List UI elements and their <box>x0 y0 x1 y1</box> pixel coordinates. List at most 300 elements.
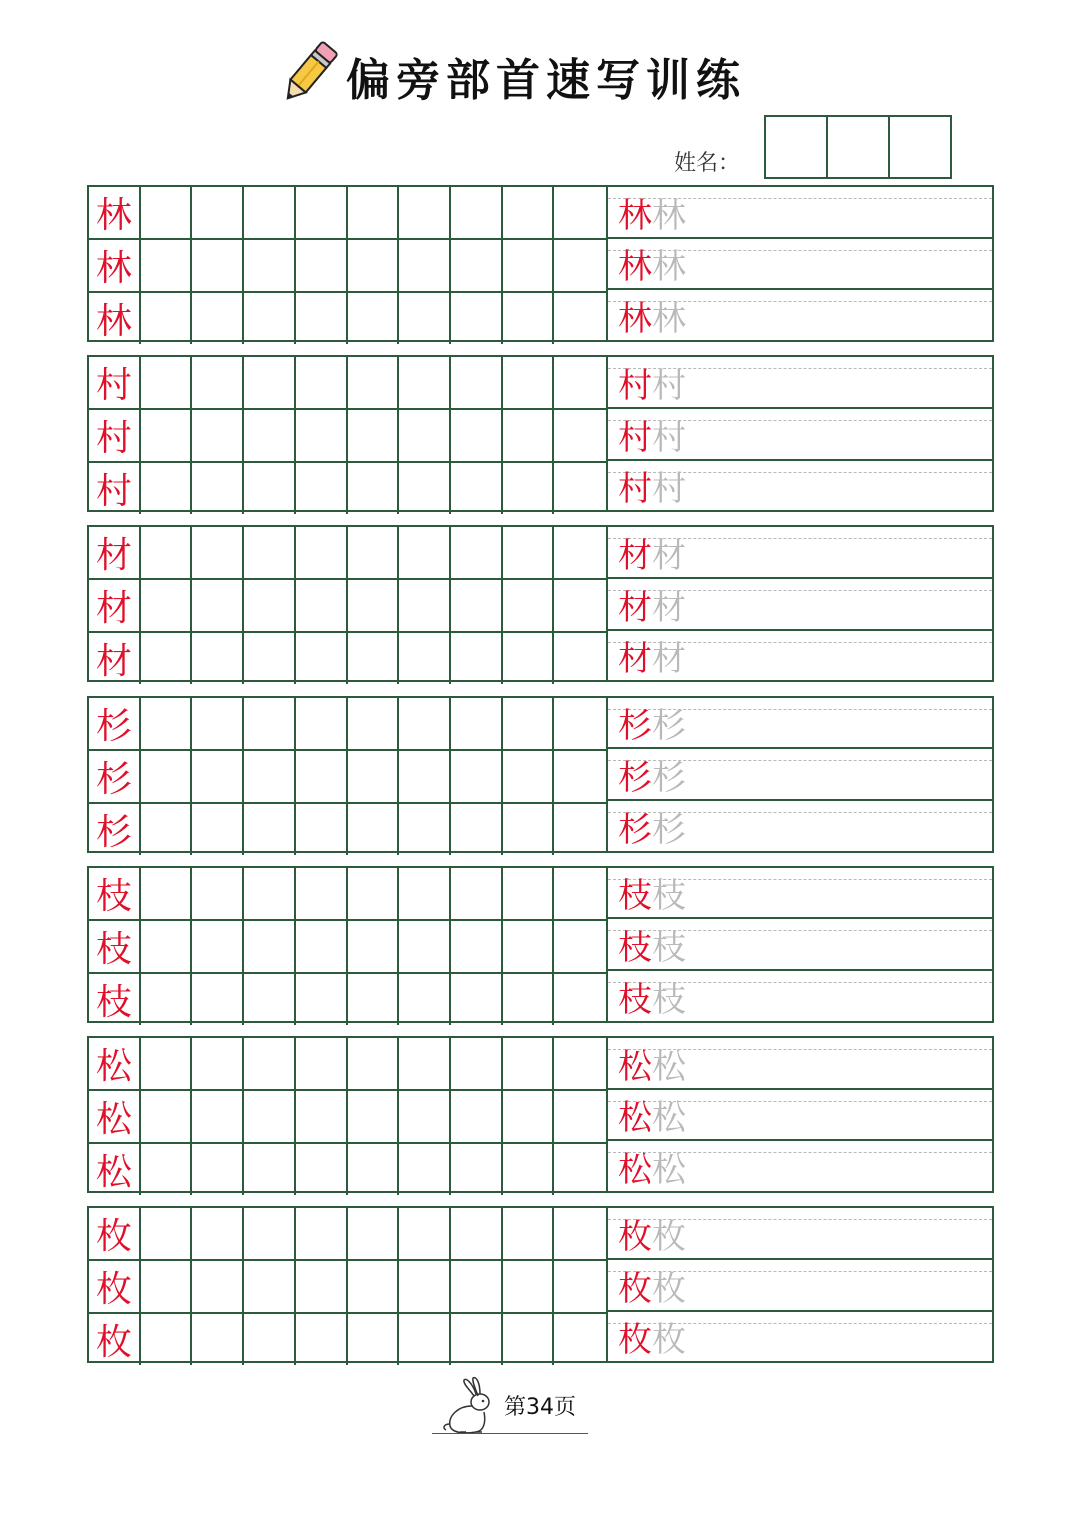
writing-cell[interactable] <box>451 580 503 633</box>
writing-cell[interactable] <box>348 804 400 855</box>
writing-cell[interactable] <box>554 698 606 751</box>
writing-cell[interactable] <box>451 410 503 463</box>
trace-character: 枝 <box>652 979 686 1020</box>
writing-cell[interactable] <box>348 751 400 804</box>
tracing-line[interactable] <box>608 357 992 409</box>
writing-cell[interactable] <box>451 1208 503 1261</box>
example-character: 林 <box>618 195 652 236</box>
example-character: 枝 <box>618 979 652 1020</box>
name-box[interactable] <box>766 117 828 177</box>
writing-cell[interactable] <box>244 527 296 580</box>
writing-cell[interactable] <box>554 1091 606 1144</box>
writing-cell[interactable] <box>503 698 555 751</box>
example-character: 村 <box>618 365 652 406</box>
writing-cell[interactable] <box>554 187 606 240</box>
writing-cell[interactable] <box>348 633 400 684</box>
writing-cell[interactable] <box>348 187 400 240</box>
writing-cell[interactable] <box>192 240 244 293</box>
writing-cell[interactable] <box>451 1091 503 1144</box>
writing-cell[interactable] <box>244 187 296 240</box>
writing-cell[interactable] <box>348 1038 400 1091</box>
writing-cell[interactable] <box>244 1208 296 1261</box>
writing-cell[interactable] <box>348 463 400 514</box>
practice-group <box>87 525 994 682</box>
writing-cell[interactable] <box>141 293 193 344</box>
writing-cell[interactable] <box>554 240 606 293</box>
writing-cell[interactable] <box>141 463 193 514</box>
writing-cell[interactable] <box>554 868 606 921</box>
writing-cell[interactable] <box>244 974 296 1025</box>
writing-cell[interactable] <box>451 868 503 921</box>
tracing-line[interactable] <box>608 1312 992 1362</box>
writing-cell[interactable] <box>451 1144 503 1195</box>
writing-cell[interactable] <box>192 1261 244 1314</box>
footer-divider <box>432 1433 588 1434</box>
writing-grid <box>89 1208 608 1364</box>
writing-grid <box>89 357 608 513</box>
writing-cell[interactable] <box>503 804 555 855</box>
trace-character: 枝 <box>652 928 686 969</box>
trace-character: 枚 <box>652 1320 686 1361</box>
writing-cell[interactable] <box>296 633 348 684</box>
writing-cell[interactable] <box>296 751 348 804</box>
writing-cell[interactable] <box>244 357 296 410</box>
model-character: 林 <box>89 293 141 344</box>
model-character: 枝 <box>89 974 141 1025</box>
practice-group <box>87 1206 994 1363</box>
writing-cell[interactable] <box>192 1038 244 1091</box>
footer <box>0 1376 1080 1446</box>
trace-character: 杉 <box>652 757 686 798</box>
trace-character: 村 <box>652 469 686 510</box>
practice-group <box>87 696 994 853</box>
writing-cell[interactable] <box>451 633 503 684</box>
writing-cell[interactable] <box>451 698 503 751</box>
tracing-lines <box>608 698 992 851</box>
writing-cell[interactable] <box>348 1091 400 1144</box>
writing-cell[interactable] <box>399 187 451 240</box>
writing-cell[interactable] <box>503 1208 555 1261</box>
practice-group <box>87 355 994 512</box>
tracing-line[interactable] <box>608 868 992 920</box>
writing-cell[interactable] <box>399 410 451 463</box>
example-character: 枚 <box>618 1268 652 1309</box>
writing-cell[interactable] <box>192 463 244 514</box>
writing-cell[interactable] <box>244 804 296 855</box>
tracing-line[interactable] <box>608 801 992 851</box>
writing-cell[interactable] <box>348 1144 400 1195</box>
writing-cell[interactable] <box>244 921 296 974</box>
writing-cell[interactable] <box>141 240 193 293</box>
writing-cell[interactable] <box>503 1261 555 1314</box>
tracing-lines <box>608 527 992 680</box>
writing-cell[interactable] <box>244 293 296 344</box>
writing-cell[interactable] <box>451 974 503 1025</box>
model-character: 松 <box>89 1038 141 1091</box>
tracing-lines <box>608 357 992 510</box>
tracing-lines <box>608 1208 992 1361</box>
name-box[interactable] <box>890 117 950 177</box>
tracing-line[interactable] <box>608 1141 992 1191</box>
writing-cell[interactable] <box>503 1144 555 1195</box>
writing-cell[interactable] <box>503 410 555 463</box>
writing-cell[interactable] <box>348 974 400 1025</box>
writing-cell[interactable] <box>141 1314 193 1365</box>
writing-cell[interactable] <box>192 804 244 855</box>
writing-cell[interactable] <box>192 1208 244 1261</box>
writing-cell[interactable] <box>244 1261 296 1314</box>
tracing-line[interactable] <box>608 1090 992 1142</box>
writing-cell[interactable] <box>503 357 555 410</box>
model-character: 枝 <box>89 868 141 921</box>
writing-cell[interactable] <box>451 751 503 804</box>
writing-cell[interactable] <box>296 974 348 1025</box>
writing-cell[interactable] <box>451 357 503 410</box>
model-character: 材 <box>89 633 141 684</box>
example-character: 枝 <box>618 928 652 969</box>
writing-cell[interactable] <box>296 1208 348 1261</box>
page-number: 第34页 <box>504 1395 576 1420</box>
tracing-line[interactable] <box>608 971 992 1021</box>
writing-cell[interactable] <box>399 1314 451 1365</box>
tracing-line[interactable] <box>608 290 992 340</box>
model-character: 枚 <box>89 1261 141 1314</box>
name-input-boxes[interactable] <box>764 115 952 179</box>
writing-cell[interactable] <box>192 527 244 580</box>
writing-cell[interactable] <box>192 974 244 1025</box>
trace-character: 枚 <box>652 1216 686 1257</box>
writing-cell[interactable] <box>554 463 606 514</box>
rabbit-icon <box>436 1376 500 1436</box>
writing-cell[interactable] <box>451 463 503 514</box>
writing-cell[interactable] <box>192 1144 244 1195</box>
writing-cell[interactable] <box>348 580 400 633</box>
example-character: 林 <box>618 247 652 288</box>
writing-cell[interactable] <box>296 187 348 240</box>
writing-cell[interactable] <box>399 633 451 684</box>
example-character: 杉 <box>618 757 652 798</box>
writing-cell[interactable] <box>399 804 451 855</box>
tracing-lines <box>608 187 992 340</box>
writing-grid <box>89 868 608 1021</box>
writing-cell[interactable] <box>348 410 400 463</box>
writing-cell[interactable] <box>503 1038 555 1091</box>
writing-cell[interactable] <box>244 463 296 514</box>
trace-character: 杉 <box>652 809 686 850</box>
writing-cell[interactable] <box>348 240 400 293</box>
model-character: 杉 <box>89 751 141 804</box>
writing-cell[interactable] <box>503 240 555 293</box>
model-character: 松 <box>89 1144 141 1195</box>
writing-cell[interactable] <box>192 357 244 410</box>
writing-cell[interactable] <box>451 527 503 580</box>
writing-cell[interactable] <box>399 527 451 580</box>
writing-cell[interactable] <box>451 240 503 293</box>
tracing-line[interactable] <box>608 239 992 291</box>
model-character: 松 <box>89 1091 141 1144</box>
tracing-line[interactable] <box>608 461 992 511</box>
trace-character: 松 <box>652 1046 686 1087</box>
writing-grid <box>89 698 608 851</box>
model-character: 枝 <box>89 921 141 974</box>
writing-grid <box>89 1038 608 1191</box>
example-character: 枚 <box>618 1216 652 1257</box>
writing-cell[interactable] <box>296 357 348 410</box>
writing-cell[interactable] <box>348 921 400 974</box>
writing-cell[interactable] <box>554 1144 606 1195</box>
writing-cell[interactable] <box>296 293 348 344</box>
trace-character: 林 <box>652 247 686 288</box>
tracing-line[interactable] <box>608 579 992 631</box>
writing-cell[interactable] <box>503 1091 555 1144</box>
writing-cell[interactable] <box>399 751 451 804</box>
tracing-line[interactable] <box>608 749 992 801</box>
example-character: 村 <box>618 469 652 510</box>
writing-cell[interactable] <box>244 1144 296 1195</box>
writing-cell[interactable] <box>244 580 296 633</box>
writing-cell[interactable] <box>141 633 193 684</box>
tracing-line[interactable] <box>608 919 992 971</box>
writing-cell[interactable] <box>451 1038 503 1091</box>
writing-cell[interactable] <box>399 698 451 751</box>
writing-cell[interactable] <box>192 410 244 463</box>
writing-cell[interactable] <box>554 1208 606 1261</box>
writing-cell[interactable] <box>244 633 296 684</box>
writing-cell[interactable] <box>554 633 606 684</box>
writing-cell[interactable] <box>503 633 555 684</box>
trace-character: 村 <box>652 365 686 406</box>
writing-cell[interactable] <box>141 580 193 633</box>
writing-cell[interactable] <box>244 751 296 804</box>
writing-cell[interactable] <box>192 293 244 344</box>
example-character: 村 <box>618 417 652 458</box>
writing-cell[interactable] <box>503 463 555 514</box>
writing-cell[interactable] <box>554 974 606 1025</box>
writing-cell[interactable] <box>192 1091 244 1144</box>
writing-cell[interactable] <box>192 698 244 751</box>
tracing-line[interactable] <box>608 409 992 461</box>
writing-cell[interactable] <box>244 240 296 293</box>
model-character: 林 <box>89 187 141 240</box>
practice-group <box>87 866 994 1023</box>
writing-cell[interactable] <box>192 187 244 240</box>
writing-cell[interactable] <box>244 698 296 751</box>
writing-cell[interactable] <box>554 921 606 974</box>
writing-cell[interactable] <box>244 1038 296 1091</box>
writing-cell[interactable] <box>399 1261 451 1314</box>
example-character: 杉 <box>618 809 652 850</box>
writing-cell[interactable] <box>296 921 348 974</box>
writing-cell[interactable] <box>399 580 451 633</box>
tracing-line[interactable] <box>608 1260 992 1312</box>
writing-cell[interactable] <box>296 698 348 751</box>
writing-cell[interactable] <box>503 868 555 921</box>
writing-cell[interactable] <box>399 1208 451 1261</box>
trace-character: 杉 <box>652 706 686 747</box>
writing-cell[interactable] <box>141 1144 193 1195</box>
writing-cell[interactable] <box>141 1208 193 1261</box>
writing-cell[interactable] <box>141 410 193 463</box>
model-character: 村 <box>89 463 141 514</box>
writing-cell[interactable] <box>399 240 451 293</box>
tracing-line[interactable] <box>608 527 992 579</box>
writing-cell[interactable] <box>192 633 244 684</box>
writing-cell[interactable] <box>348 1314 400 1365</box>
trace-character: 枝 <box>652 876 686 917</box>
writing-cell[interactable] <box>141 527 193 580</box>
writing-cell[interactable] <box>348 698 400 751</box>
writing-cell[interactable] <box>503 293 555 344</box>
writing-grid <box>89 527 608 683</box>
writing-cell[interactable] <box>348 527 400 580</box>
writing-cell[interactable] <box>503 921 555 974</box>
name-box[interactable] <box>828 117 890 177</box>
writing-cell[interactable] <box>503 751 555 804</box>
writing-cell[interactable] <box>141 974 193 1025</box>
model-character: 林 <box>89 240 141 293</box>
writing-cell[interactable] <box>296 240 348 293</box>
trace-character: 材 <box>652 587 686 628</box>
writing-cell[interactable] <box>296 868 348 921</box>
writing-cell[interactable] <box>192 868 244 921</box>
model-character: 杉 <box>89 698 141 751</box>
example-character: 枚 <box>618 1320 652 1361</box>
example-character: 材 <box>618 587 652 628</box>
tracing-line[interactable] <box>608 1208 992 1260</box>
writing-cell[interactable] <box>399 293 451 344</box>
writing-cell[interactable] <box>244 410 296 463</box>
example-character: 松 <box>618 1150 652 1191</box>
writing-cell[interactable] <box>141 868 193 921</box>
writing-cell[interactable] <box>348 357 400 410</box>
writing-cell[interactable] <box>296 410 348 463</box>
writing-cell[interactable] <box>554 410 606 463</box>
pencil-icon <box>278 38 340 108</box>
trace-character: 林 <box>652 299 686 340</box>
trace-character: 材 <box>652 639 686 680</box>
trace-character: 林 <box>652 195 686 236</box>
writing-cell[interactable] <box>296 1261 348 1314</box>
writing-cell[interactable] <box>554 804 606 855</box>
writing-cell[interactable] <box>399 1038 451 1091</box>
writing-cell[interactable] <box>192 751 244 804</box>
writing-cell[interactable] <box>141 751 193 804</box>
writing-cell[interactable] <box>141 1261 193 1314</box>
writing-cell[interactable] <box>554 1261 606 1314</box>
writing-cell[interactable] <box>348 293 400 344</box>
writing-cell[interactable] <box>399 974 451 1025</box>
practice-group <box>87 185 994 342</box>
model-character: 村 <box>89 357 141 410</box>
writing-cell[interactable] <box>296 1314 348 1365</box>
writing-cell[interactable] <box>244 868 296 921</box>
example-character: 松 <box>618 1046 652 1087</box>
example-character: 材 <box>618 536 652 577</box>
writing-cell[interactable] <box>141 698 193 751</box>
writing-cell[interactable] <box>244 1314 296 1365</box>
tracing-lines <box>608 1038 992 1191</box>
writing-cell[interactable] <box>244 1091 296 1144</box>
tracing-line[interactable] <box>608 698 992 750</box>
writing-cell[interactable] <box>451 187 503 240</box>
writing-cell[interactable] <box>296 580 348 633</box>
writing-cell[interactable] <box>503 187 555 240</box>
writing-cell[interactable] <box>296 1038 348 1091</box>
writing-cell[interactable] <box>192 921 244 974</box>
writing-cell[interactable] <box>296 804 348 855</box>
model-character: 杉 <box>89 804 141 855</box>
tracing-lines <box>608 868 992 1021</box>
writing-cell[interactable] <box>141 921 193 974</box>
example-character: 材 <box>618 639 652 680</box>
model-character: 村 <box>89 410 141 463</box>
trace-character: 枚 <box>652 1268 686 1309</box>
writing-cell[interactable] <box>296 1091 348 1144</box>
writing-cell[interactable] <box>399 921 451 974</box>
example-character: 枝 <box>618 876 652 917</box>
writing-cell[interactable] <box>296 1144 348 1195</box>
writing-cell[interactable] <box>554 1038 606 1091</box>
writing-cell[interactable] <box>503 974 555 1025</box>
writing-cell[interactable] <box>348 868 400 921</box>
writing-cell[interactable] <box>399 463 451 514</box>
writing-cell[interactable] <box>503 527 555 580</box>
model-character: 枚 <box>89 1208 141 1261</box>
writing-cell[interactable] <box>141 1091 193 1144</box>
writing-cell[interactable] <box>399 1091 451 1144</box>
page-title: 偏旁部首速写训练 <box>346 55 746 106</box>
model-character: 材 <box>89 580 141 633</box>
writing-cell[interactable] <box>296 527 348 580</box>
writing-cell[interactable] <box>296 463 348 514</box>
writing-cell[interactable] <box>141 357 193 410</box>
writing-cell[interactable] <box>348 1261 400 1314</box>
writing-cell[interactable] <box>348 1208 400 1261</box>
writing-cell[interactable] <box>554 751 606 804</box>
writing-cell[interactable] <box>399 868 451 921</box>
writing-cell[interactable] <box>451 921 503 974</box>
trace-character: 材 <box>652 536 686 577</box>
writing-cell[interactable] <box>554 293 606 344</box>
model-character: 枚 <box>89 1314 141 1365</box>
header <box>0 30 1080 120</box>
writing-cell[interactable] <box>503 1314 555 1365</box>
tracing-line[interactable] <box>608 631 992 681</box>
writing-cell[interactable] <box>399 1144 451 1195</box>
writing-cell[interactable] <box>503 580 555 633</box>
writing-cell[interactable] <box>554 580 606 633</box>
writing-cell[interactable] <box>141 187 193 240</box>
trace-character: 村 <box>652 417 686 458</box>
writing-cell[interactable] <box>141 1038 193 1091</box>
writing-cell[interactable] <box>451 293 503 344</box>
writing-cell[interactable] <box>554 1314 606 1365</box>
writing-grid <box>89 187 608 340</box>
writing-cell[interactable] <box>192 580 244 633</box>
trace-character: 松 <box>652 1098 686 1139</box>
model-character: 材 <box>89 527 141 580</box>
writing-cell[interactable] <box>554 357 606 410</box>
writing-cell[interactable] <box>451 1314 503 1365</box>
tracing-line[interactable] <box>608 1038 992 1090</box>
tracing-line[interactable] <box>608 187 992 239</box>
writing-cell[interactable] <box>554 527 606 580</box>
writing-cell[interactable] <box>192 1314 244 1365</box>
writing-cell[interactable] <box>451 804 503 855</box>
writing-cell[interactable] <box>141 804 193 855</box>
writing-cell[interactable] <box>451 1261 503 1314</box>
writing-cell[interactable] <box>399 357 451 410</box>
